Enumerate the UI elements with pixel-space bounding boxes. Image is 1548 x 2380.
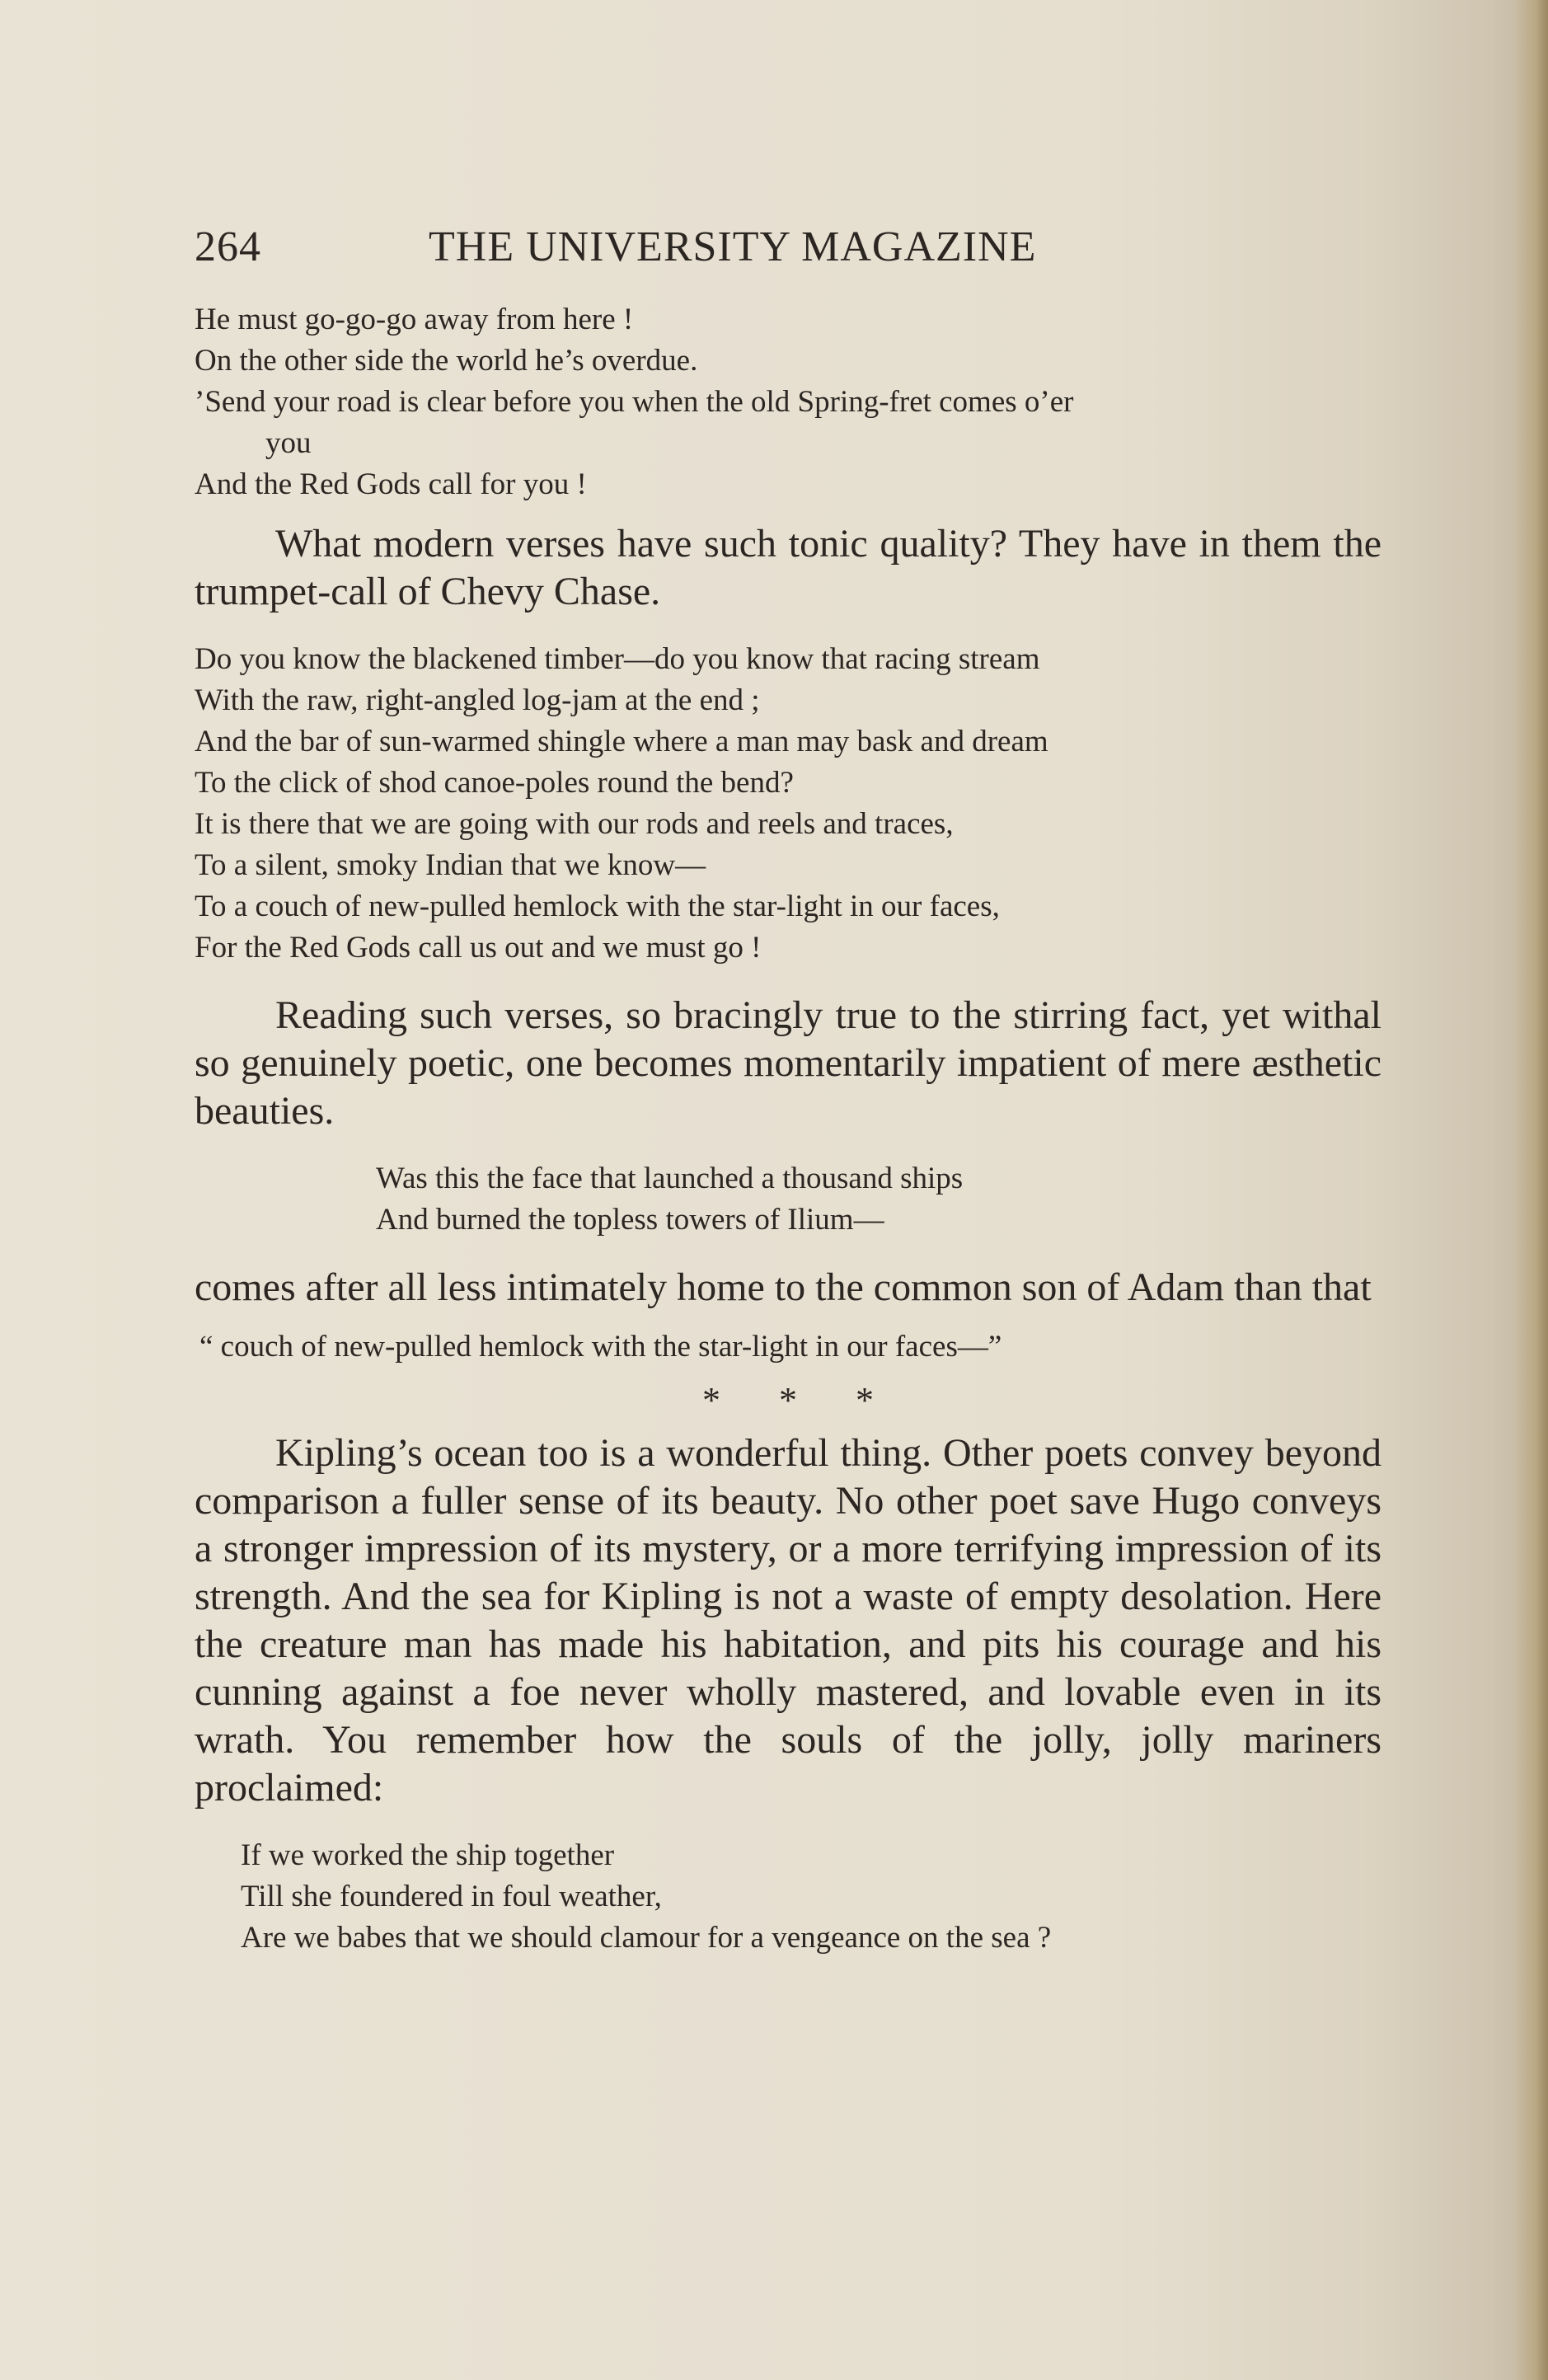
- paragraph-4: [195, 1429, 1381, 1812]
- paragraph-text: Reading such verses, so bracingly true to the stirring fact, yet withal so genuinely poetic, one becomes momentarily impatient of mere æsthetic beauties.: [195, 993, 1381, 1133]
- page-gutter-shadow: [1515, 0, 1548, 2380]
- paragraph-3: [195, 1264, 1381, 1312]
- verse-line: Till she foundered in foul weather,: [241, 1880, 662, 1913]
- verse-line: On the other side the world he’s overdue.: [195, 344, 698, 378]
- verse-line: And the Red Gods call for you !: [195, 467, 587, 501]
- verse-line: And burned the topless towers of Ilium—: [376, 1203, 884, 1237]
- paragraph-1: [195, 520, 1381, 616]
- verse-line: He must go-go-go away from here !: [195, 303, 634, 336]
- paragraph-2: [195, 992, 1381, 1135]
- verse-block-4: [195, 1835, 1381, 1959]
- paragraph-text: comes after all less intimately home to the common son of Adam than that: [195, 1265, 1372, 1309]
- page-content: [195, 223, 1381, 1959]
- verse-block-1: [195, 299, 1381, 505]
- verse-line: If we worked the ship together: [241, 1838, 615, 1872]
- page-number: 264: [195, 223, 261, 270]
- verse-line: Do you know the blackened timber—do you know that racing stream: [195, 642, 1040, 676]
- verse-line: It is there that we are going with our rods and reels and traces,: [195, 807, 954, 841]
- section-separator: * * *: [702, 1380, 874, 1420]
- verse-line: For the Red Gods call us out and we must go !: [195, 931, 762, 965]
- verse-line: you: [265, 426, 312, 460]
- verse-line: Are we babes that we should clamour for a vengeance on the sea ?: [241, 1921, 1052, 1955]
- verse-line: To the click of shod canoe-poles round the bend?: [195, 766, 794, 800]
- verse-line: With the raw, right-angled log-jam at the end ;: [195, 683, 760, 717]
- verse-line: To a couch of new-pulled hemlock with the star-light in our faces,: [195, 890, 1000, 923]
- verse-line: To a silent, smoky Indian that we know—: [195, 848, 706, 882]
- quoted-line: “ couch of new-pulled hemlock with the star-light in our faces—”: [199, 1330, 1002, 1364]
- verse-line: ’Send your road is clear before you when the old Spring-fret comes o’er: [195, 385, 1074, 419]
- paragraph-text: What modern verses have such tonic quality? They have in them the trumpet-call of Chevy Chase.: [195, 522, 1381, 613]
- running-header: [195, 223, 1381, 271]
- paragraph-text: Kipling’s ocean too is a wonderful thing. Other poets convey beyond comparison a fuller sense of its beauty. No other poet save Hugo conveys a stronger impression of its mystery, or a more terrifying impression of its strength. And the sea for Kipling is not a waste of empty desolation. Here the creature man has made his habitation, and pits his courage and his cunning against a foe never wholly mastered, and lovable even in its wrath. You remember how the souls of the jolly, jolly mariners proclaimed:: [195, 1431, 1381, 1810]
- verse-line: And the bar of sun-warmed shingle where a man may bask and dream: [195, 725, 1048, 758]
- verse-block-2: [195, 639, 1381, 969]
- running-title: THE UNIVERSITY MAGAZINE: [429, 223, 1037, 270]
- verse-block-3: [195, 1158, 1381, 1241]
- verse-line: Was this the face that launched a thousand ships: [376, 1162, 964, 1195]
